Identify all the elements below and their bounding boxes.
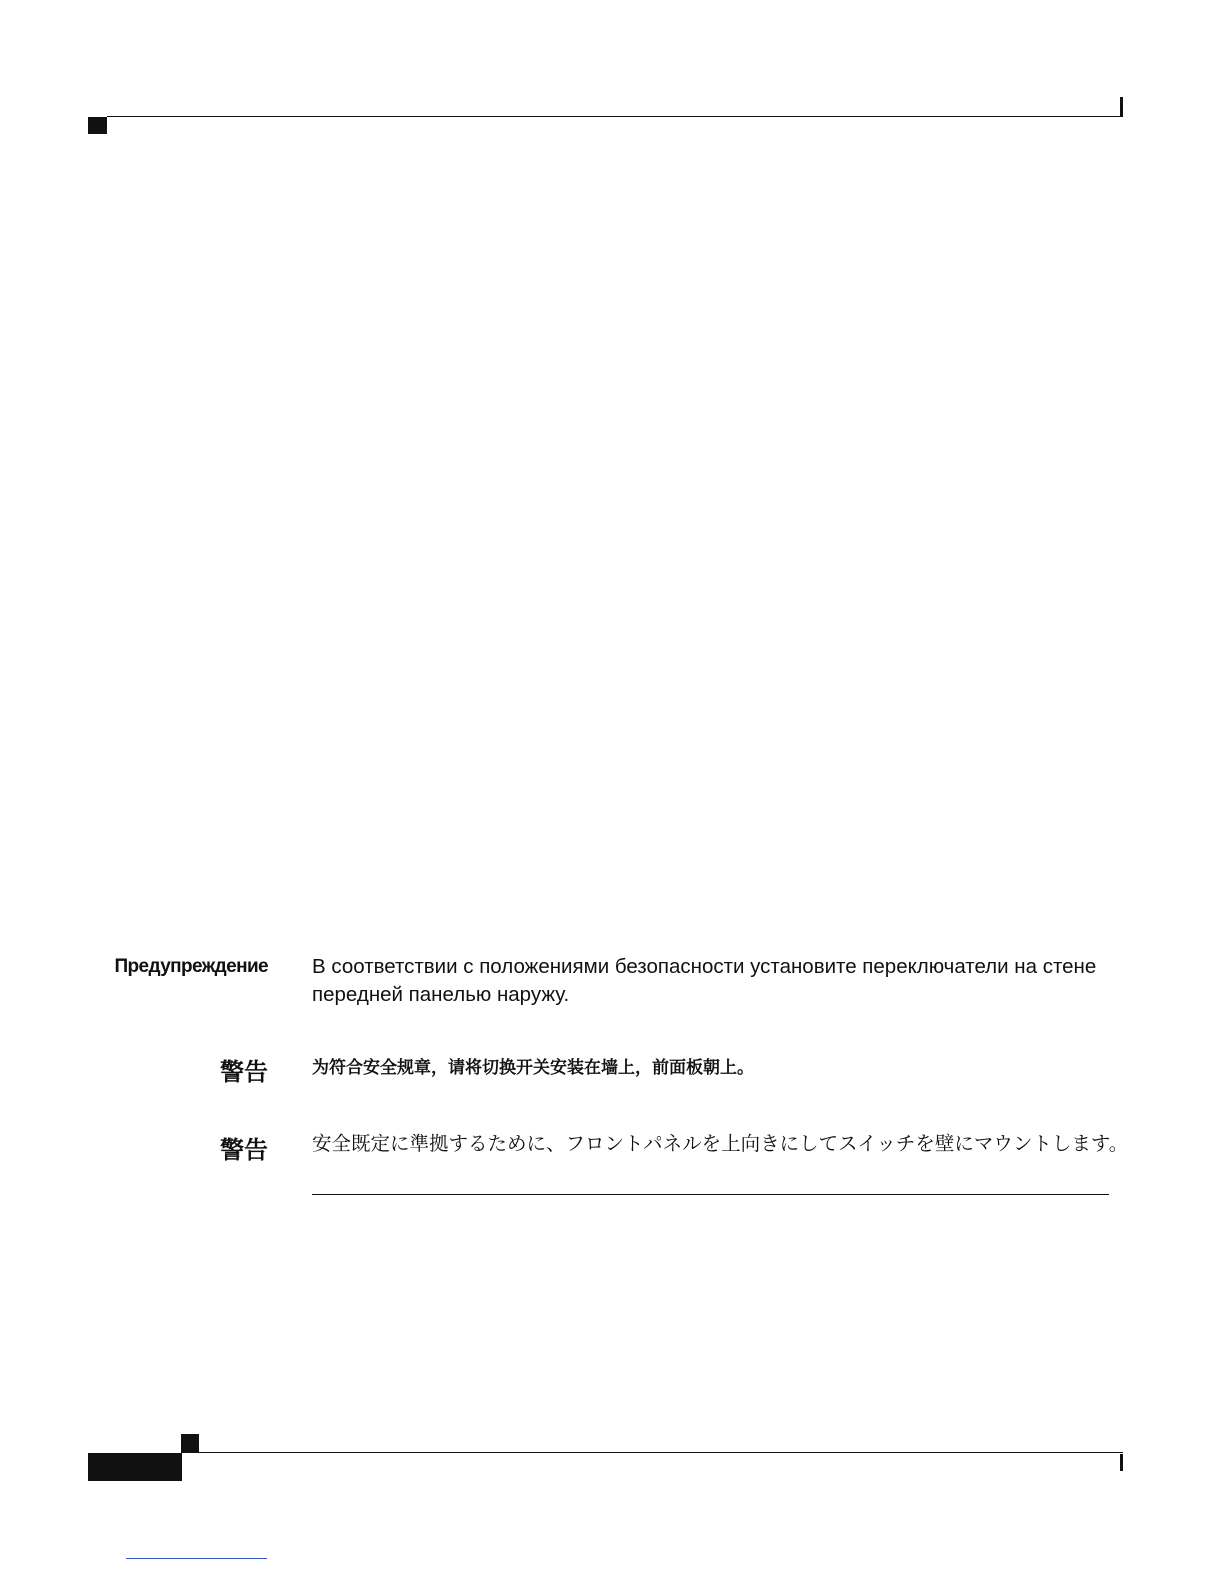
warning-text-japanese: 安全既定に準拠するために、フロントパネルを上向きにしてスイッチを壁にマウントします。: [312, 1132, 1129, 1155]
warning-label-japanese: 警告: [220, 1136, 268, 1164]
header-rule: [107, 116, 1123, 117]
footer-link-underline: [126, 1558, 267, 1559]
footer-marker-square: [181, 1434, 199, 1452]
header-tick: [1120, 97, 1123, 117]
footer-tick: [1120, 1454, 1123, 1471]
warning-text-russian: В соответствии с положениями безопасности установите переключатели на стене передней панелью наружу.: [312, 955, 1097, 1006]
footer-page-block: [88, 1453, 182, 1481]
warning-label-chinese: 警告: [220, 1058, 268, 1086]
warning-text-chinese: 为符合安全规章，请将切换开关安装在墙上，前面板朝上。: [312, 1058, 754, 1078]
header-marker-square: [88, 117, 107, 134]
footer-rule: [181, 1452, 1123, 1453]
section-end-rule: [312, 1194, 1109, 1195]
warning-label-russian: Предупреждение: [114, 956, 268, 977]
